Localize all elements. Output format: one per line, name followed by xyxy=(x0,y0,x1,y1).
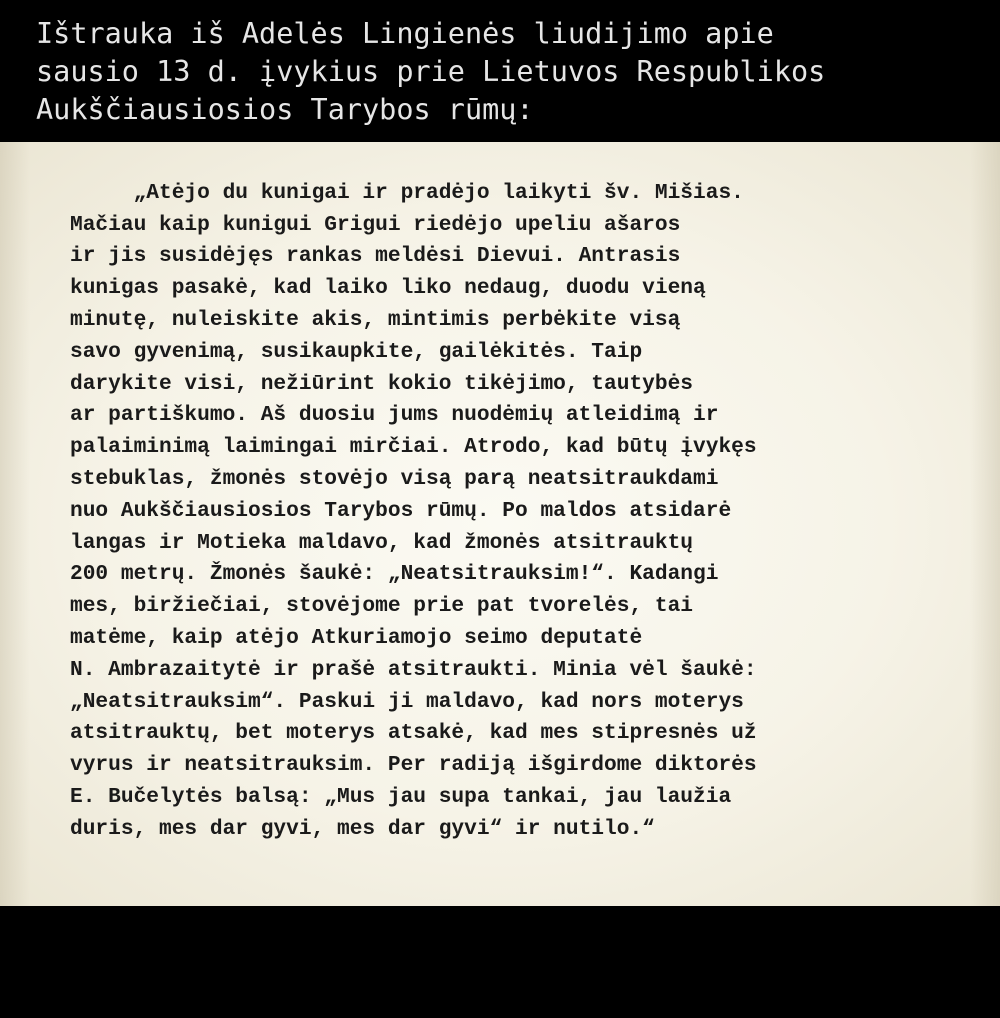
quote-line-12: langas ir Motieka maldavo, kad žmonės atsitrauktų xyxy=(70,531,694,555)
quote-line-18: atsitrauktų, bet moterys atsakė, kad mes stipresnės už xyxy=(70,721,757,745)
quote-line-8: ar partiškumo. Aš duosiu jums nuodėmių atleidimą ir xyxy=(70,403,719,427)
quote-line-13: 200 metrų. Žmonės šaukė: „Neatsitrauksim!“. Kadangi xyxy=(70,562,719,586)
quote-line-6: savo gyvenimą, susikaupkite, gailėkitės. Taip xyxy=(70,340,643,364)
quote-line-1: „Atėjo du kunigai ir pradėjo laikyti šv. Mišias. xyxy=(70,181,744,205)
quote-line-10: stebuklas, žmonės stovėjo visą parą neatsitraukdami xyxy=(70,467,719,491)
quote-line-3: ir jis susidėjęs rankas meldėsi Dievui. Antrasis xyxy=(70,244,681,268)
quote-line-2: Mačiau kaip kunigui Grigui riedėjo upeliu ašaros xyxy=(70,213,681,237)
quote-line-20: E. Bučelytės balsą: „Mus jau supa tankai, jau laužia xyxy=(70,785,732,809)
paper-shadow-right xyxy=(970,142,1000,906)
bottom-black-bar xyxy=(0,906,1000,1018)
quote-line-16: N. Ambrazaitytė ir prašė atsitraukti. Minia vėl šaukė: xyxy=(70,658,757,682)
quote-line-9: palaiminimą laimingai mirčiai. Atrodo, kad būtų įvykęs xyxy=(70,435,757,459)
caption-line-3: Aukščiausiosios Tarybos rūmų: xyxy=(36,93,534,126)
quote-line-14: mes, biržiečiai, stovėjome prie pat tvorelės, tai xyxy=(70,594,694,618)
caption-line-1: Ištrauka iš Adelės Lingienės liudijimo apie xyxy=(36,17,774,50)
quote-line-19: vyrus ir neatsitrauksim. Per radiją išgirdome diktorės xyxy=(70,753,757,777)
quote-line-15: matėme, kaip atėjo Atkuriamojo seimo deputatė xyxy=(70,626,643,650)
quote-line-11: nuo Aukščiausiosios Tarybos rūmų. Po maldos atsidarė xyxy=(70,499,732,523)
quote-line-17: „Neatsitrauksim“. Paskui ji maldavo, kad nors moterys xyxy=(70,690,744,714)
quote-line-5: minutę, nuleiskite akis, mintimis perbėkite visą xyxy=(70,308,681,332)
quote-line-21: duris, mes dar gyvi, mes dar gyvi“ ir nutilo.“ xyxy=(70,817,655,841)
caption-line-2: sausio 13 d. įvykius prie Lietuvos Respublikos xyxy=(36,55,826,88)
quote-line-7: darykite visi, nežiūrint kokio tikėjimo, tautybės xyxy=(70,372,694,396)
caption-banner xyxy=(0,0,1000,142)
testimony-paper xyxy=(0,142,1000,906)
quote-line-4: kunigas pasakė, kad laiko liko nedaug, duodu vieną xyxy=(70,276,706,300)
paper-shadow-left xyxy=(0,142,30,906)
